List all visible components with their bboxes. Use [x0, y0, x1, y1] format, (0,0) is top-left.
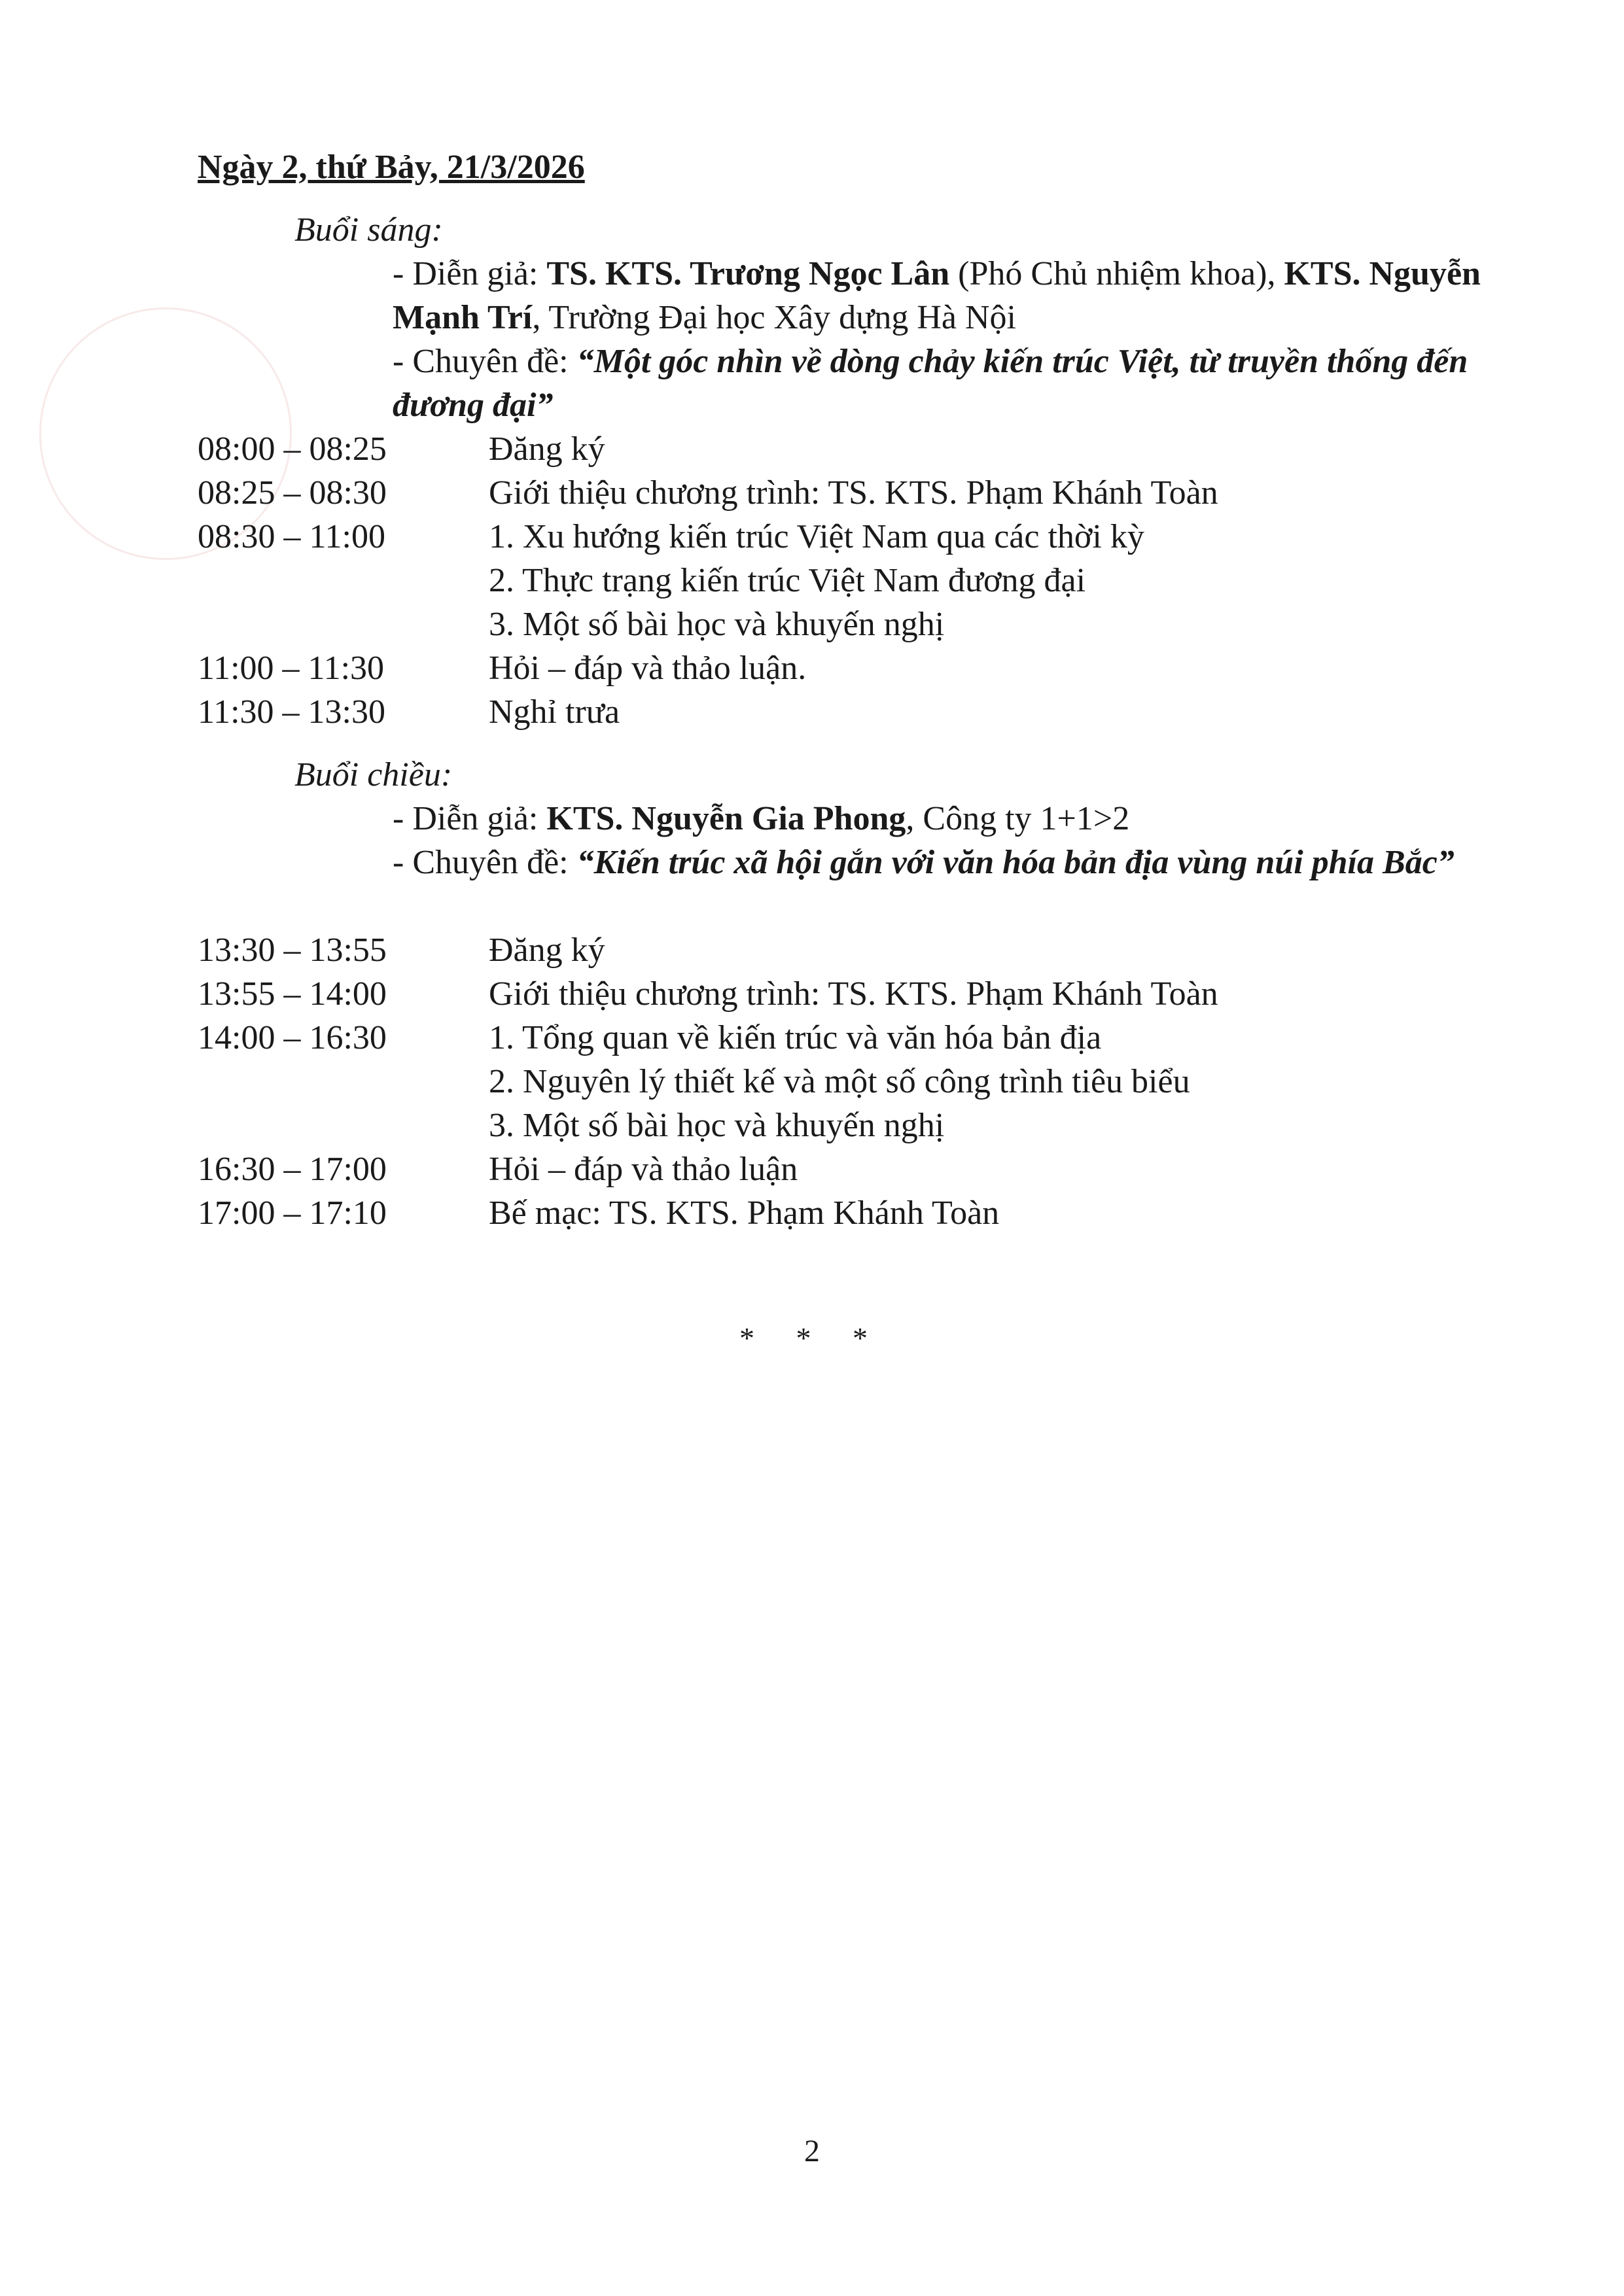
schedule-time: 08:25 – 08:30 — [198, 474, 387, 512]
morning-topic-title: “Một góc nhìn về dòng chảy kiến trúc Việt, từ truyền thống đến đương đại” — [393, 343, 1468, 424]
schedule-time: 16:30 – 17:00 — [198, 1151, 387, 1188]
schedule-row — [0, 559, 1624, 602]
speaker-name-3: KTS. Nguyễn Gia Phong — [546, 800, 906, 837]
schedule-activity: Nghỉ trưa — [489, 693, 620, 731]
section-separator: * * * — [739, 1321, 885, 1355]
afternoon-label: Buổi chiều: — [294, 756, 453, 793]
schedule-activity: Giới thiệu chương trình: TS. KTS. Phạm Khánh Toàn — [489, 474, 1218, 512]
afternoon-topic: - Chuyên đề: “Kiến trúc xã hội gắn với văn hóa bản địa vùng núi phía Bắc” — [393, 844, 1455, 881]
schedule-row — [0, 646, 1624, 690]
schedule-row — [0, 427, 1624, 471]
schedule-time: 13:30 – 13:55 — [198, 931, 387, 969]
schedule-activity: 1. Tổng quan về kiến trúc và văn hóa bản địa — [489, 1019, 1102, 1056]
schedule-row — [0, 972, 1624, 1016]
schedule-time: 08:00 – 08:25 — [198, 430, 387, 468]
afternoon-speaker: - Diễn giả: KTS. Nguyễn Gia Phong, Công ty 1+1>2 — [393, 800, 1130, 837]
schedule-time: 17:00 – 17:10 — [198, 1194, 387, 1232]
schedule-row — [0, 1104, 1624, 1147]
schedule-time: 13:55 – 14:00 — [198, 975, 387, 1013]
schedule-activity: 3. Một số bài học và khuyến nghị — [489, 1107, 945, 1144]
schedule-activity: 2. Thực trạng kiến trúc Việt Nam đương đại — [489, 562, 1086, 599]
schedule-activity: Giới thiệu chương trình: TS. KTS. Phạm Khánh Toàn — [489, 975, 1218, 1013]
schedule-activity: Hỏi – đáp và thảo luận. — [489, 650, 807, 687]
schedule-row — [0, 471, 1624, 515]
schedule-row — [0, 1016, 1624, 1060]
schedule-row — [0, 602, 1624, 646]
schedule-row — [0, 1147, 1624, 1191]
speaker-name-1: TS. KTS. Trương Ngọc Lân — [546, 255, 950, 292]
schedule-activity: Đăng ký — [489, 931, 605, 969]
speaker-name-2: KTS. Nguyễn Mạnh Trí — [393, 255, 1481, 336]
morning-topic: - Chuyên đề: “Một góc nhìn về dòng chảy kiến trúc Việt, từ truyền thống đến đương đại” — [393, 343, 1468, 424]
schedule-activity: 2. Nguyên lý thiết kế và một số công trình tiêu biểu — [489, 1063, 1190, 1100]
schedule-activity: Hỏi – đáp và thảo luận — [489, 1151, 798, 1188]
schedule-time: 11:30 – 13:30 — [198, 693, 385, 731]
afternoon-topic-title: “Kiến trúc xã hội gắn với văn hóa bản địa vùng núi phía Bắc” — [576, 844, 1455, 881]
page-number: 2 — [804, 2134, 820, 2168]
schedule-time: 14:00 – 16:30 — [198, 1019, 387, 1056]
day-title: Ngày 2, thứ Bảy, 21/3/2026 — [198, 148, 585, 186]
schedule-activity: 3. Một số bài học và khuyến nghị — [489, 606, 945, 643]
morning-speaker: - Diễn giả: TS. KTS. Trương Ngọc Lân (Phó Chủ nhiệm khoa), KTS. Nguyễn Mạnh Trí, Trường Đại học Xây dựng Hà Nội — [393, 255, 1481, 336]
schedule-row — [0, 1060, 1624, 1104]
schedule-activity: Đăng ký — [489, 430, 605, 468]
schedule-time: 08:30 – 11:00 — [198, 518, 385, 555]
schedule-row — [0, 515, 1624, 559]
morning-label: Buổi sáng: — [294, 211, 443, 249]
schedule-row — [0, 690, 1624, 734]
schedule-activity: 1. Xu hướng kiến trúc Việt Nam qua các thời kỳ — [489, 518, 1144, 555]
schedule-activity: Bế mạc: TS. KTS. Phạm Khánh Toàn — [489, 1194, 1000, 1232]
schedule-time: 11:00 – 11:30 — [198, 650, 385, 687]
schedule-row — [0, 928, 1624, 972]
schedule-row — [0, 1191, 1624, 1235]
